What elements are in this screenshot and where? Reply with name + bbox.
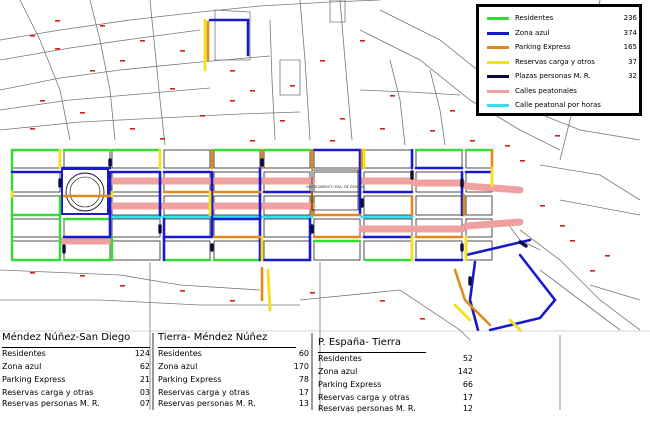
panel-row-value: 66 <box>462 380 473 389</box>
parking-marker <box>100 25 105 27</box>
parking-marker <box>40 100 45 102</box>
panel-row-value: 60 <box>298 349 309 358</box>
parking-marker <box>250 90 255 92</box>
parking-marker <box>230 70 235 72</box>
panel-title-underline <box>2 347 150 348</box>
legend-item <box>483 27 637 39</box>
panel-row-label: Zona azul <box>2 362 42 371</box>
legend-label: Reservas carga y otros <box>515 57 595 66</box>
legend-swatch <box>487 17 509 20</box>
panel-title-underline <box>318 352 426 353</box>
parking-segment <box>268 270 270 310</box>
panel-row-value: 52 <box>462 354 473 363</box>
parking-marker <box>280 120 285 122</box>
legend-item <box>483 70 637 82</box>
parking-marker <box>520 160 525 162</box>
legend-item <box>483 56 637 68</box>
legend-item <box>483 12 637 24</box>
panel-row-value: 03 <box>139 388 150 397</box>
parking-marker <box>55 48 60 50</box>
legend-count: 165 <box>623 43 637 51</box>
panel-row-label: Reservas personas M. R. <box>2 399 100 408</box>
parking-marker <box>90 70 95 72</box>
panel-row-label: Reservas carga y otras <box>158 388 250 397</box>
svg-text:AYUNTAMIENTO PZA. DE ESPAÑA: AYUNTAMIENTO PZA. DE ESPAÑA <box>306 185 364 189</box>
parking-marker <box>80 275 85 277</box>
parking-marker <box>310 292 315 294</box>
panel-title: P. España- Tierra <box>318 337 401 348</box>
parking-marker <box>230 100 235 102</box>
parking-marker <box>30 35 35 37</box>
panel-row-value: 170 <box>293 362 309 371</box>
legend-count: 236 <box>623 14 637 22</box>
parking-marker <box>250 140 255 142</box>
legend-label: Zona azul <box>515 28 550 37</box>
parking-marker <box>605 255 610 257</box>
legend-label: Parking Express <box>515 43 571 51</box>
panel-row-label: Reservas carga y otras <box>318 393 410 402</box>
parking-marker <box>120 60 125 62</box>
panel-row-label: Residentes <box>318 354 362 363</box>
parking-marker <box>160 138 165 140</box>
legend-label: Calles peatonales <box>515 86 577 95</box>
panel-row-label: Zona azul <box>318 367 358 376</box>
panel-row-value: 62 <box>139 362 150 371</box>
parking-marker <box>330 140 335 142</box>
parking-marker <box>540 205 545 207</box>
panel-row-value: 124 <box>134 349 150 358</box>
panel-row-label: Zona azul <box>158 362 198 371</box>
parking-marker <box>450 110 455 112</box>
panel-row-label: Parking Express <box>158 375 222 384</box>
legend-swatch <box>487 104 509 107</box>
panel-row-value: 17 <box>298 388 309 397</box>
panel-row-value: 21 <box>139 375 150 384</box>
parking-marker <box>290 85 295 87</box>
map-legend <box>476 4 642 116</box>
parking-marker <box>230 300 235 302</box>
legend-item <box>483 41 637 53</box>
parking-marker <box>390 95 395 97</box>
panel-row-label: Reservas personas M. R. <box>318 404 416 413</box>
parking-marker <box>360 40 365 42</box>
legend-item <box>483 99 637 111</box>
parking-marker <box>320 60 325 62</box>
parking-marker <box>180 50 185 52</box>
legend-label: Calle peatonal por horas <box>515 101 601 109</box>
parking-marker <box>140 40 145 42</box>
panel-row-label: Residentes <box>2 349 46 358</box>
parking-marker <box>170 88 175 90</box>
panel-row-value: 13 <box>298 399 309 408</box>
legend-item <box>483 85 637 97</box>
parking-marker <box>430 130 435 132</box>
panel-title: Méndez Núñez-San Diego <box>2 332 131 343</box>
parking-marker <box>470 140 475 142</box>
legend-count: 37 <box>628 57 637 66</box>
panel-row-label: Reservas carga y otras <box>2 388 94 397</box>
parking-segment <box>466 222 520 226</box>
parking-marker <box>120 285 125 287</box>
panel-row-value: 07 <box>139 399 150 408</box>
parking-marker <box>80 112 85 114</box>
parking-marker <box>555 135 560 137</box>
parking-marker <box>560 225 565 227</box>
parking-marker <box>590 270 595 272</box>
parking-marker <box>380 128 385 130</box>
parking-marker <box>180 290 185 292</box>
parking-marker <box>200 115 205 117</box>
parking-marker <box>130 128 135 130</box>
parking-marker <box>55 20 60 22</box>
parking-marker <box>340 118 345 120</box>
panel-row-value: 17 <box>462 393 473 402</box>
parking-marker <box>420 318 425 320</box>
panel-title-underline <box>158 347 296 348</box>
legend-swatch <box>487 61 509 64</box>
panel-row-value: 142 <box>457 367 473 376</box>
parking-marker <box>30 128 35 130</box>
legend-swatch <box>487 32 509 35</box>
legend-swatch <box>487 46 509 49</box>
panel-title: Tierra- Méndez Núñez <box>158 332 268 343</box>
panel-row-label: Residentes <box>158 349 202 358</box>
parking-marker <box>505 145 510 147</box>
legend-count: 32 <box>628 72 637 80</box>
legend-swatch <box>487 90 509 93</box>
panel-row-label: Parking Express <box>2 375 66 384</box>
legend-swatch <box>487 75 509 78</box>
legend-label: Plazas personas M. R. <box>515 72 591 80</box>
legend-label: Residentes <box>515 14 554 22</box>
parking-marker <box>380 300 385 302</box>
panel-row-value: 12 <box>462 404 473 413</box>
panel-row-label: Parking Express <box>318 380 382 389</box>
legend-count: 374 <box>623 28 637 37</box>
parking-marker <box>30 272 35 274</box>
panel-row-value: 78 <box>298 375 309 384</box>
panel-row-label: Reservas personas M. R. <box>158 399 256 408</box>
parking-marker <box>570 240 575 242</box>
